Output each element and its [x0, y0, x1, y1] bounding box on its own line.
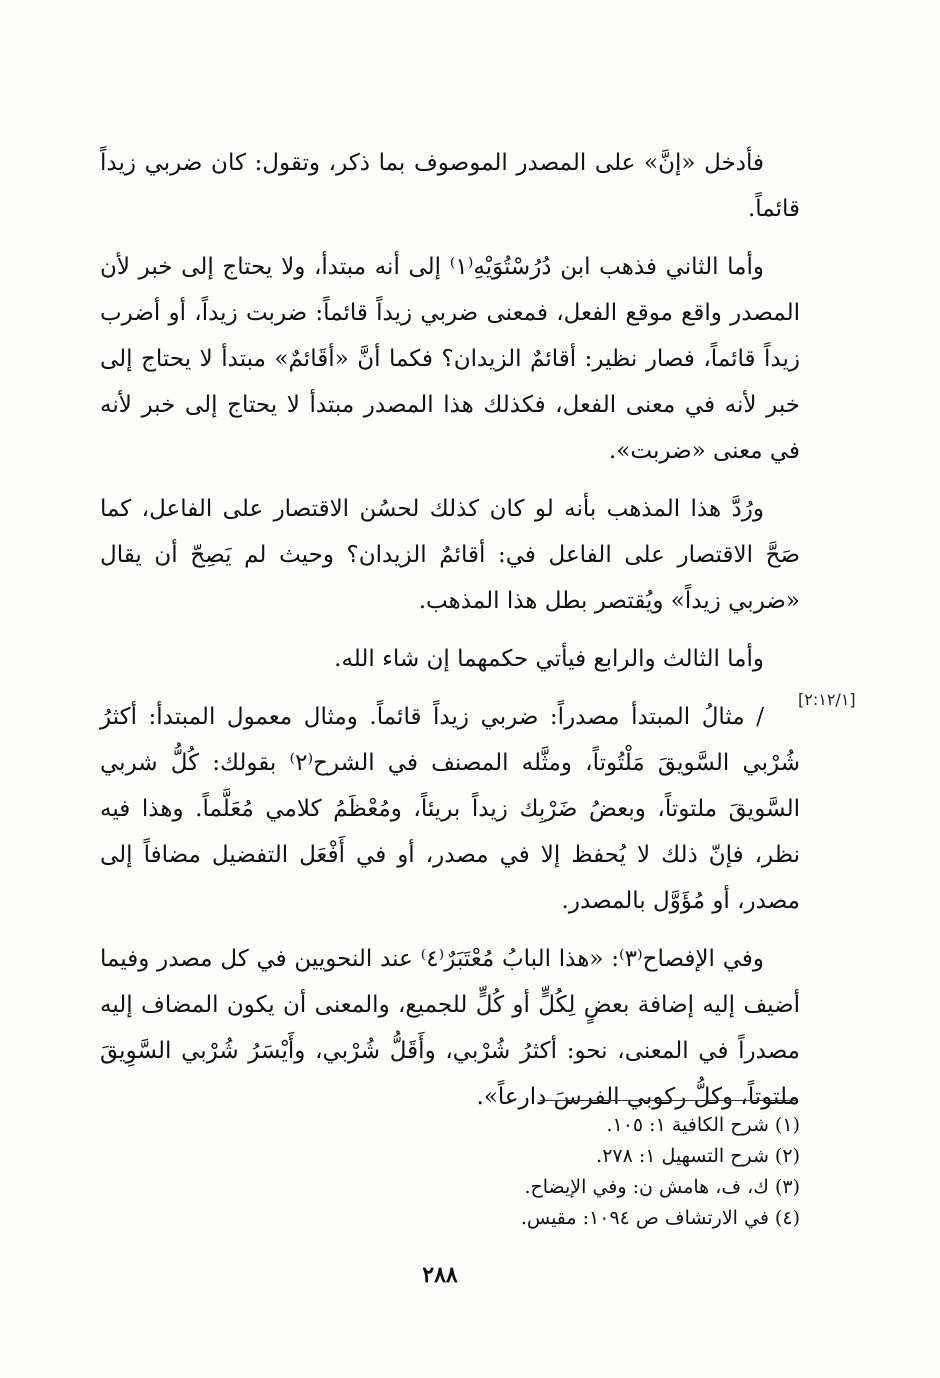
- paragraph-6: وفي الإفصاح⁽٣⁾: «هذا البابُ مُعْتَبَرٌ⁽٤⁾ عند النحويين في كل مصدر وفيما أضيف إليه إضافة بعضٍ لِكُلٍّ أو كُلٍّ للجميع، والمعنى أن يكون المضاف إليه مصدراً في المعنى، نحو: أكثرُ شُرْبي، وأَقَلُّ شُرْبي، وأَيْسَرُ شُرْبي السَّوِيقَ ملتوتاً، وكلُّ ركوبي الفرسَ دارعاً».: [100, 946, 800, 1110]
- main-text: [100, 140, 800, 1120]
- footnote-2: (٢) شرح التسهيل ١: ٢٧٨.: [596, 1145, 800, 1167]
- paragraph-2: وأما الثاني فذهب ابن دُرُسْتُوَيْهِ⁽١⁾ إلى أنه مبتدأ، ولا يحتاج إلى خبر لأن المصدر واقع موقع الفعل، فمعنى ضربي زيداً قائماً: ضربت زيداً، أو أضرب زيداً قائماً، فصار نظير: أقائمٌ الزيدان؟ فكما أنَّ «أقَائمٌ» مبتدأ لا يحتاج إلى خبر لأنه في معنى الفعل، فكذلك هذا المصدر مبتدأ لا يحتاج إلى خبر لأنه في معنى «ضربت».: [100, 254, 800, 464]
- paragraph-5: / مثالُ المبتدأ مصدراً: ضربي زيداً قائماً. ومثال معمول المبتدأ: أكثرُ شُرْبي السَّويقَ مَلْتُوتاً، ومثَّله المصنف في الشرح⁽٢⁾ بقولك: كُلُّ شربي السَّويقَ ملتوتاً، وبعضُ ضَرْبِك زيداً بريئاً، ومُعْظَمُ كلامي مُعَلَّماً. وهذا فيه نظر، فإنّ ذلك لا يُحفظ إلا في مصدر، أو في أَفْعَل التفضيل مضافاً إلى مصدر، أو مُؤَوَّل بالمصدر.: [100, 704, 801, 914]
- footnote-3: (٣) ك، ف، هامش ن: وفي الإيضاح.: [524, 1176, 800, 1198]
- paragraph-4: وأما الثالث والرابع فيأتي حكمهما إن شاء الله.: [334, 646, 764, 672]
- footnote-4: (٤) في الارتشاف ص ١٠٩٤: مقيس.: [520, 1207, 800, 1229]
- paragraph-3: ورُدَّ هذا المذهب بأنه لو كان كذلك لحسُن الاقتصار على الفاعل، كما صَحَّ الاقتصار على الفاعل في: أقائمٌ الزيدان؟ وحيث لم يَصِحّ أن يقال «ضربي زيداً» ويُقتصر بطل هذا المذهب.: [100, 496, 800, 614]
- paragraph-1: فأدخل «إنَّ» على المصدر الموصوف بما ذكر، وتقول: كان ضربي زيداً قائماً.: [100, 150, 800, 222]
- footnote-divider: [540, 1100, 798, 1101]
- footnotes: [260, 1110, 800, 1234]
- footnote-1: (١) شرح الكافية ١: ١٠٥.: [606, 1114, 800, 1136]
- manuscript-reference-marker: [٢:١٢/١]: [798, 690, 856, 709]
- page-number: ٢٨٨: [422, 1262, 458, 1288]
